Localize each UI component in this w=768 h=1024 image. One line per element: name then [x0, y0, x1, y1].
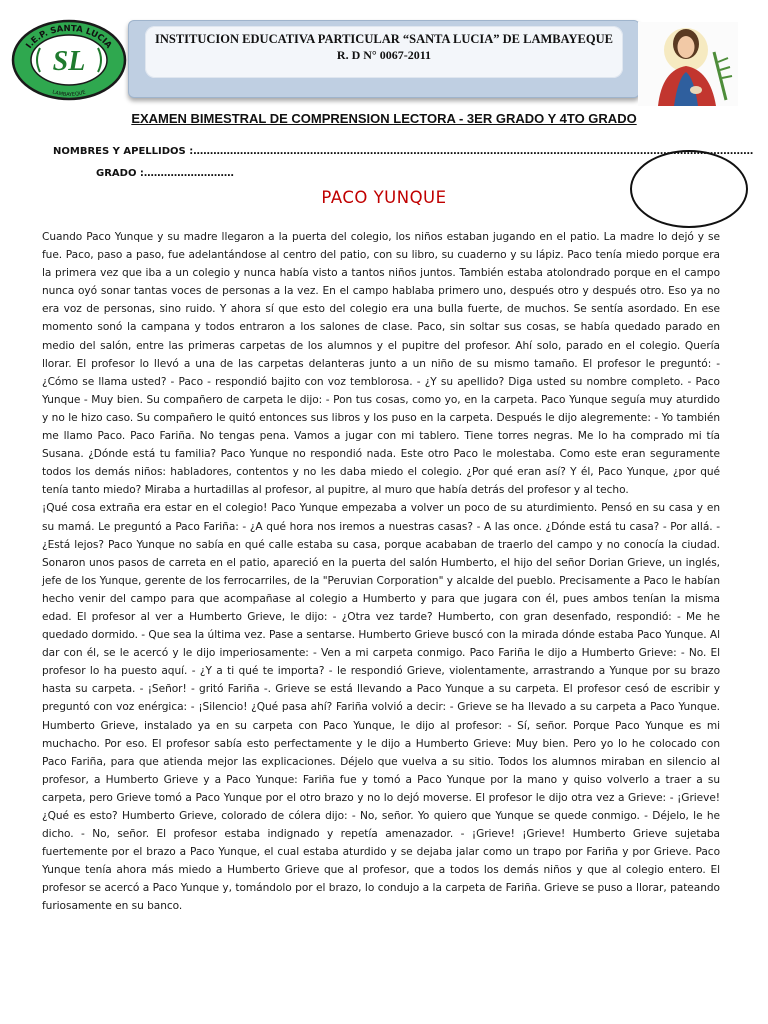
name-field[interactable]: NOMBRES Y APELLIDOS :…………………………………………………………………………………………………………………………………………………… — [53, 146, 754, 157]
story-paragraph: Cuando Paco Yunque y su madre llegaron a la puerta del colegio, los niños estaban jugando en el patio. La madre lo dejó y se fue. Paco, paso a paso, fue adelantándose al centro del patio, con su libro, su cuaderno y su lápiz. Paco tenía miedo porque era la primera vez que iba a un colegio y nunca había visto a tantos niños juntos. También estaba atolondrado porque en el campo nunca oyó sonar tantas voces de personas a la vez. En el campo hablaba primero uno, después otro y después otro. Eso ya no era voz de personas, sino ruido. Y ahora sí que esto del colegio era una bulla fuerte, de muchos. Se sentía asordado. En ese momento sonó la campana y todos entraron a los salones de clase. Paco, sin soltar sus cosas, se había quedado parado en medio del salón, entre las primeras carpetas de los alumnos y el pupitre del profesor. Ahí solo, parado en el colegio. Quería llorar. El profesor lo llevó a una de las carpetas delanteras junto a un niño de su mismo tamaño. El profesor le preguntó: - ¿Cómo se llama usted? - Paco - respondió bajito con voz temblorosa. - ¿Y su apellido? Diga usted su nombre completo. - Paco Yunque - Muy bien. Su compañero de carpeta le dijo: - Pon tus cosas, como yo, en la carpeta. Paco Yunque seguía muy aturdido y no le hizo caso. Su compañero le quitó entonces sus libros y los puso en la carpeta. Después le dijo alegremente: - Yo también me llamo Paco. Paco Fariña. No tengas pena. Vamos a jugar con mi tablero. Tiene torres negras. Me lo ha comprado mi tía Susana. ¿Dónde está tu familia? Paco Yunque no respondió nada. Este otro Paco le molestaba. Como este eran seguramente todos los demás niños: habladores, contentos y no les daba miedo el colegio. ¿Por qué eran así? Y él, Paco Yunque, ¿por qué tenía tanto miedo? Miraba a hurtadillas al profesor, al pupitre, al muro que había detrás del profesor y al techo. — [42, 231, 720, 497]
story-paragraph: ¡Qué cosa extraña era estar en el colegio! Paco Yunque empezaba a volver un poco de su aturdimiento. Pensó en su casa y en su mamá. Le preguntó a Paco Fariña: - ¿A qué hora nos iremos a nuestras casas? - A las once. ¿Dónde está tu casa? - Por allá. - ¿Está lejos? Paco Yunque no sabía en qué calle estaba su casa, porque acababan de traerlo del campo y no conocía la ciudad. Sonaron unos pasos de carreta en el patio, apareció en la puerta del salón Humberto, el hijo del señor Dorian Grieve, un inglés, jefe de los Yunque, gerente de los ferrocarriles, de la "Peruvian Corporation" y alcalde del pueblo. Precisamente a Paco le habían hecho venir del campo para que acompañase al colegio a Humberto y para que jugara con él, pues ambos tenían la misma edad. El profesor al ver a Humberto Grieve, le dijo: - ¿Otra vez tarde? Humberto, con gran desenfado, respondió: - Me he quedado dormido. - Que sea la última vez. Pase a sentarse. Humberto Grieve buscó con la mirada dónde estaba Paco Yunque. Al dar con él, se le acercó y le dijo imperiosamente: - Ven a mi carpeta conmigo. Paco Fariña le dijo a Humberto Grieve: - No. El profesor lo ha puesto aquí. - ¿Y a ti qué te importa? - le respondió Grieve, violentamente, arrastrando a Yunque por su brazo hasta su carpeta. - ¡Señor! - gritó Fariña -. Grieve se está llevando a Paco Yunque a su carpeta. El profesor cesó de escribir y preguntó con voz enérgica: - ¡Silencio! ¿Qué pasa ahí? Fariña volvió a decir: - Grieve se ha llevado a su carpeta a Paco Yunque. Humberto Grieve, instalado ya en su carpeta con Paco Yunque, le dijo al profesor: - Sí, señor. Porque Paco Yunque es mi muchacho. Por eso. El profesor sabía esto perfectamente y le dijo a Humberto Grieve: Muy bien. Pero yo lo he colocado con Paco Fariña, para que atienda mejor las explicaciones. Déjelo que vuelva a su sitio. Todos los alumnos miraban en silencio al profesor, a Humberto Grieve y a Paco Yunque: Fariña fue y tomó a Paco Yunque por la mano y quiso volverlo a traer a su carpeta, pero Grieve tomó a Paco Yunque por el otro brazo y no lo dejó moverse. El profesor le dijo otra vez a Grieve: - ¡Grieve! ¿Qué es esto? Humberto Grieve, colorado de cólera dijo: - No, señor. Yo quiero que Yunque se quede conmigo. - Déjelo, le he dicho. - No, señor. El profesor estaba indignado y repetía amenazador. - ¡Grieve! ¡Grieve! Humberto Grieve sujetaba fuertemente por el brazo a Paco Yunque, el cual estaba aturdido y se dejaba jalar como un trapo por Fariña y por Grieve. Paco Yunque tenía ahora más miedo a Humberto Grieve que al profesor, que a todos los demás niños y que al colegio entero. El profesor se acercó a Paco Yunque y, tomándolo por el brazo, lo condujo a la carpeta de Fariña. Grieve se puso a llorar, pateando furiosamente en su banco. — [42, 502, 720, 913]
school-logo — [10, 18, 128, 102]
saint-lucia-image — [638, 22, 738, 106]
logo-top-text: I.E.P. SANTA LUCIA — [24, 23, 114, 51]
logo-monogram: SL — [52, 46, 86, 77]
header-panel — [145, 26, 623, 78]
resolution-number: R. D N° 0067-2011 — [336, 48, 432, 62]
institution-name: INSTITUCION EDUCATIVA PARTICULAR “SANTA LUCIA” DE LAMBAYEQUE — [155, 32, 613, 46]
header-banner — [128, 20, 640, 98]
story-body — [42, 228, 720, 916]
story-title: PACO YUNQUE — [321, 188, 447, 207]
logo-bottom-text: LAMBAYEQUE — [51, 89, 87, 99]
exam-title: EXAMEN BIMESTRAL DE COMPRENSION LECTORA - 3ER GRADO Y 4TO GRADO — [131, 111, 637, 126]
grade-field[interactable]: GRADO :……………………… — [96, 168, 234, 179]
